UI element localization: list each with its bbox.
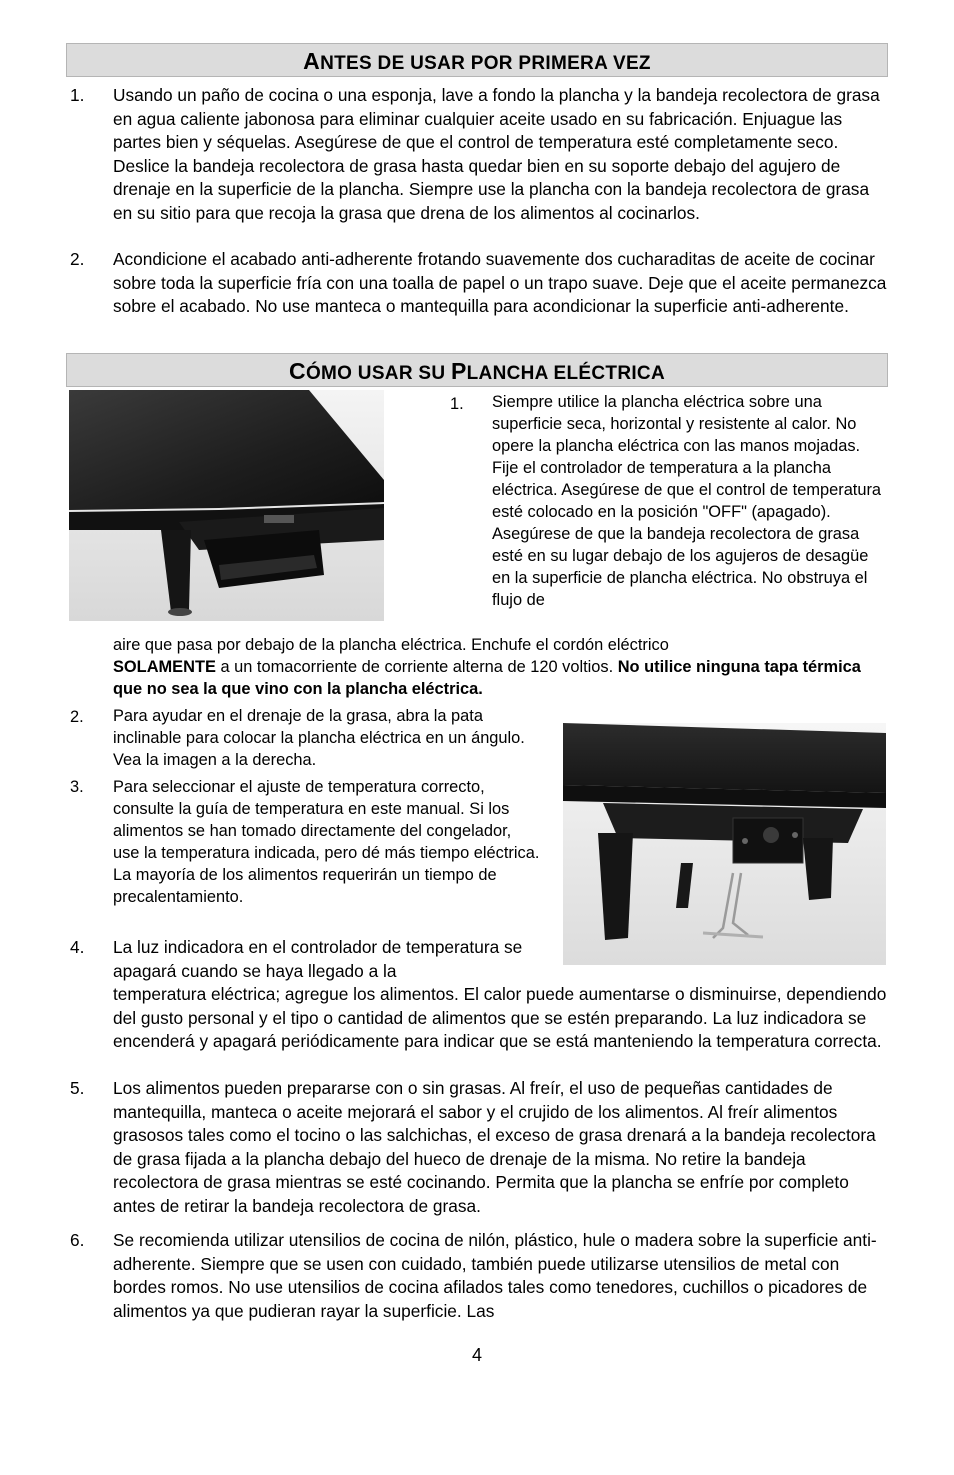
page-number: 4 (471, 1345, 482, 1365)
list-item-text: Los alimentos pueden prepararse con o sin grasas. Al freír, el uso de pequeñas cantidades de mantequilla, manteca o aceite mejorará el sabor y el crujido de los alimentos. Al freír alimentos grasosos tales como el tocino o las salchichas, el exceso de grasa drenará a la bandeja recolectora de grasa fijada a la plancha debajo del hueco de drenaje de la misma. No retire la bandeja recolectora de grasa mientras se esté cocinando. Permita que la plancha se enfríe por completo antes de retirar la bandeja recolectora de grasa. (113, 1078, 876, 1216)
list-number: 4. (70, 937, 85, 957)
list-item-text: Se recomienda utilizar utensilios de cocina de nilón, plástico, hule o madera sobre la superficie anti-adherente. Siempre que se usen con cuidado, también puede utilizarse utensilios de metal con bordes romos. No use utensilios de cocina afilados tales como tenedores, cuchillos o picadores de alimentos ya que pudieran rayar la superficie. Las (113, 1230, 877, 1321)
list-item-text: Para ayudar en el drenaje de la grasa, abra la pata inclinable para colocar la plancha eléctrica en un ángulo. Vea la imagen a la derecha. (113, 707, 525, 769)
list-item-text: Para seleccionar el ajuste de temperatura correcto, consulte la guía de temperatura en este manual. Si los alimentos se han tomado directamente del congelador, use la temperatura indicada, pero dé más tiempo eléctrica. La mayoría de los alimentos requerirán un tiempo de precalentamiento. (113, 778, 540, 906)
list-item-continuation: temperatura eléctrica; agregue los alimentos. El calor puede aumentarse o disminuirse, dependiendo del gusto personal y el tipo o cantidad de alimentos que se estén preparando. La luz indicadora se encenderá y apagará periódicamente para indicar que se está manteniendo la temperatura correcta. (113, 984, 887, 1051)
griddle-drip-tray-photo (69, 390, 384, 621)
list-item-text: Usando un paño de cocina o una esponja, lave a fondo la plancha y la bandeja recolectora de grasa en agua caliente jabonosa para eliminar cualquier aceite usado en su fabricación. Enjuague las partes bien y séquelas. Asegúrese de que el control de temperatura esté completamente seco. Deslice la bandeja recolectora de grasa hasta quedar bien en su soporte debajo del agujero de drenaje en la superficie de la plancha. Siempre use la plancha con la bandeja recolectora de grasa en su sitio para que recoja la grasa que drena de los alimentos al cocinarlos. (113, 85, 880, 223)
section-heading-como-usar: CÓMO USAR SU PLANCHA ELÉCTRICA (66, 353, 888, 387)
list-number: 1. (450, 395, 464, 413)
list-number: 5. (70, 1078, 85, 1098)
list-number: 2. (70, 249, 85, 269)
list-item-text: Siempre utilice la plancha eléctrica sobre una superficie seca, horizontal y resistente al calor. No opere la plancha eléctrica con las manos mojadas. Fije el controlador de temperatura a la plancha eléctrica. Asegúrese de que el control de temperatura esté colocado en la posición "OFF" (apagado). Asegúrese de que la bandeja recolectora de grasa esté en su lugar debajo de los agujeros de desagüe en la superficie de plancha eléctrica. No obstruya el flujo de (492, 393, 882, 609)
list-number: 3. (70, 778, 84, 796)
griddle-tilt-leg-photo (563, 723, 886, 965)
list-number: 1. (70, 85, 85, 105)
list-item-text: La luz indicadora en el controlador de temperatura se apagará cuando se haya llegado a la (113, 937, 523, 981)
section-heading-antes-de-usar: ANTES DE USAR POR PRIMERA VEZ (66, 43, 888, 77)
list-item-continuation: aire que pasa por debajo de la plancha eléctrica. Enchufe el cordón eléctrico SOLAMENTE a un tomacorriente de corriente alterna de 120 voltios. No utilice ninguna tapa térmica que no sea la que vino con la plancha eléctrica. (113, 636, 861, 698)
list-number: 6. (70, 1230, 85, 1250)
list-number: 2. (70, 708, 84, 726)
list-item-text: Acondicione el acabado anti-adherente frotando suavemente dos cucharaditas de aceite de cocinar sobre toda la superficie fría con una toalla de papel o un trapo suave. Deje que el aceite permanezca sobre el acabado. No use manteca o mantequilla para acondicionar la superficie anti-adherente. (113, 249, 887, 316)
